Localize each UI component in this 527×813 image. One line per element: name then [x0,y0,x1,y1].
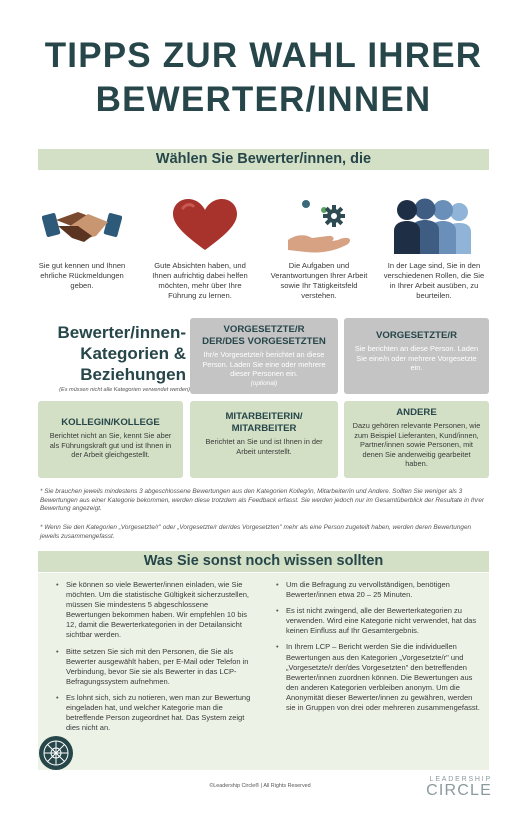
categories-heading-line-2: Kategorien & [80,344,186,363]
list-item: • Sie können so viele Bewerter/innen einladen, wie Sie möchten. Um die statistische Gültigkeit sicherzustellen, müssen Sie mindestens 5 abgeschlossene Bewertungen bekommen haben. Wir empfehlen 10 bis 12, damit die Bewerterkategorien in der Detailansicht sichtbar werden. [56,580,252,641]
leadership-circle-logo-icon [38,735,74,771]
people-group-icon [393,196,473,256]
category-title-line-2: DER/DES VORGESETZTEN [202,336,326,347]
category-title-line-2: MITARBEITER [231,423,297,434]
optional-label: (optional) [250,379,278,387]
brand-name-bottom: CIRCLE [426,782,492,799]
criteria-text-4: In der Lage sind, Sie in den verschiedenen Rollen, die Sie in Ihrer Arbeit ausüben, zu beurteilen. [383,261,485,300]
right-bullet-list [276,580,482,719]
criteria-text-1: Sie gut kennen und Ihnen ehrliche Rückmeldungen geben. [38,261,126,290]
heart-icon [165,196,245,256]
categories-note: (Es müssen nicht alle Kategorien verwendet werden) [59,387,190,393]
category-title-line-1: MITARBEITERIN/ [225,411,303,422]
copyright-text: ©Leadership Circle® | All Rights Reserved [209,783,311,789]
category-box-employee [190,401,338,478]
category-description: Sie berichten an diese Person. Laden Sie eine/n oder mehrere Vorgesetzte ein. [354,344,479,373]
brand-name-top: LEADERSHIP [429,776,492,783]
category-title [198,324,330,348]
left-bullet-list [56,580,252,739]
category-box-colleague [38,401,183,478]
category-box-other [344,401,489,478]
categories-heading [18,322,186,385]
criteria-text-2: Gute Absichten haben, und Ihnen aufrichtig dabei helfen möchten, mehr über Ihre Führung zu lernen. [152,261,248,300]
category-title: ANDERE [396,407,437,418]
categories-heading-line-3: Beziehungen [80,365,186,384]
category-title-line-1: VORGESETZTE/R [223,324,305,335]
section-heading-more-info: Was Sie sonst noch wissen sollten [38,551,489,572]
category-description: Berichtet nicht an Sie, kennt Sie aber als Führungskraft gut und ist Ihnen in der Arbeit gleichgestellt. [49,431,172,460]
category-box-superior [344,318,489,394]
category-title [198,411,330,435]
list-item: • Um die Befragung zu vervollständigen, benötigen Bewerter/innen etwa 20 – 25 Minuten. [276,580,482,600]
category-description: Ihr/e Vorgesetzte/r berichtet an diese Person. Laden Sie eine oder mehrere dieser Personen ein. [202,350,326,379]
list-item: • Es ist nicht zwingend, alle der Bewerterkategorien zu verwenden. Wird eine Kategorie nicht verwendet, hat das keinen Einfluss auf Ihr Gesamtergebnis. [276,606,482,636]
list-item: • In Ihrem LCP – Bericht werden Sie die individuellen Bewertungen aus den Kategorien „Vorgesetzte/r" und „Vorgesetzte/r der/des Vorgesetzten" den betreffenden Bewerter/innen zuordnen können. Die Bewertungen aus den anderen Kategorien verbleiben anonym. Um die Anonymität dieser Bewerter/innen zu gewähren, werden sie in Gruppen von drei oder mehreren zusammengefasst. [276,642,482,713]
criteria-text-3: Die Aufgaben und Verantwortungen Ihrer Arbeit sowie Ihr Tätigkeitsfeld verstehen. [270,261,368,300]
category-description: Dazu gehören relevante Personen, wie zum Beispiel Lieferanten, Kund/innen, Partner/innen sowie Personen, mit denen Sie anderweitig gearbeitet haben. [352,421,481,469]
page-title [0,34,527,122]
category-title: VORGESETZTE/R [375,330,458,341]
category-description: Berichtet an Sie und ist Ihnen in der Arbeit unterstellt. [205,437,323,456]
category-box-superior-of-superior [190,318,338,394]
title-line-1: TIPPS ZUR WAHL IHRER [44,36,483,75]
list-item: • Es lohnt sich, sich zu notieren, wen man zur Bewertung eingeladen hat, und welcher Kategorie man die betreffende Person zugeordnet hat. Das System zeigt dies nicht an. [56,693,252,733]
section-heading-choose: Wählen Sie Bewerter/innen, die [38,149,489,170]
footnote-2: * Wenn Sie den Kategorien „Vorgesetzte/r" oder „Vorgesetzte/r der/des Vorgesetzten" mehr als eine Person zugeteilt haben, werden deren Bewertungen jeweils zusammengefasst. [40,524,472,540]
list-item: • Bitte setzen Sie sich mit den Personen, die Sie als Bewerter ausgewählt haben, per E-Mail oder Telefon in Verbindung, bevor Sie sie als Bewerter in das LCP-Befragungssystem aufnehmen. [56,647,252,687]
title-line-2: BEWERTER/INNEN [95,80,432,119]
categories-heading-line-1: Bewerter/innen- [57,323,186,342]
footnote-1: * Sie brauchen jeweils mindestens 3 abgeschlossene Bewertungen aus den Kategorien Kolleg/in, Mitarbeiter/in und Andere. Sollten Sie weniger als 3 Bewertungen aus einer Kategorie bekommen, werden diese trotzdem als Feedback erfasst. Sie werden jedoch nur im Gesamtüberblick der Resultate in Ihrer Bewertung angezeigt. [40,488,485,513]
category-title: KOLLEGIN/KOLLEGE [61,417,160,428]
hand-gear-icon [282,196,362,256]
handshake-icon [42,196,122,256]
